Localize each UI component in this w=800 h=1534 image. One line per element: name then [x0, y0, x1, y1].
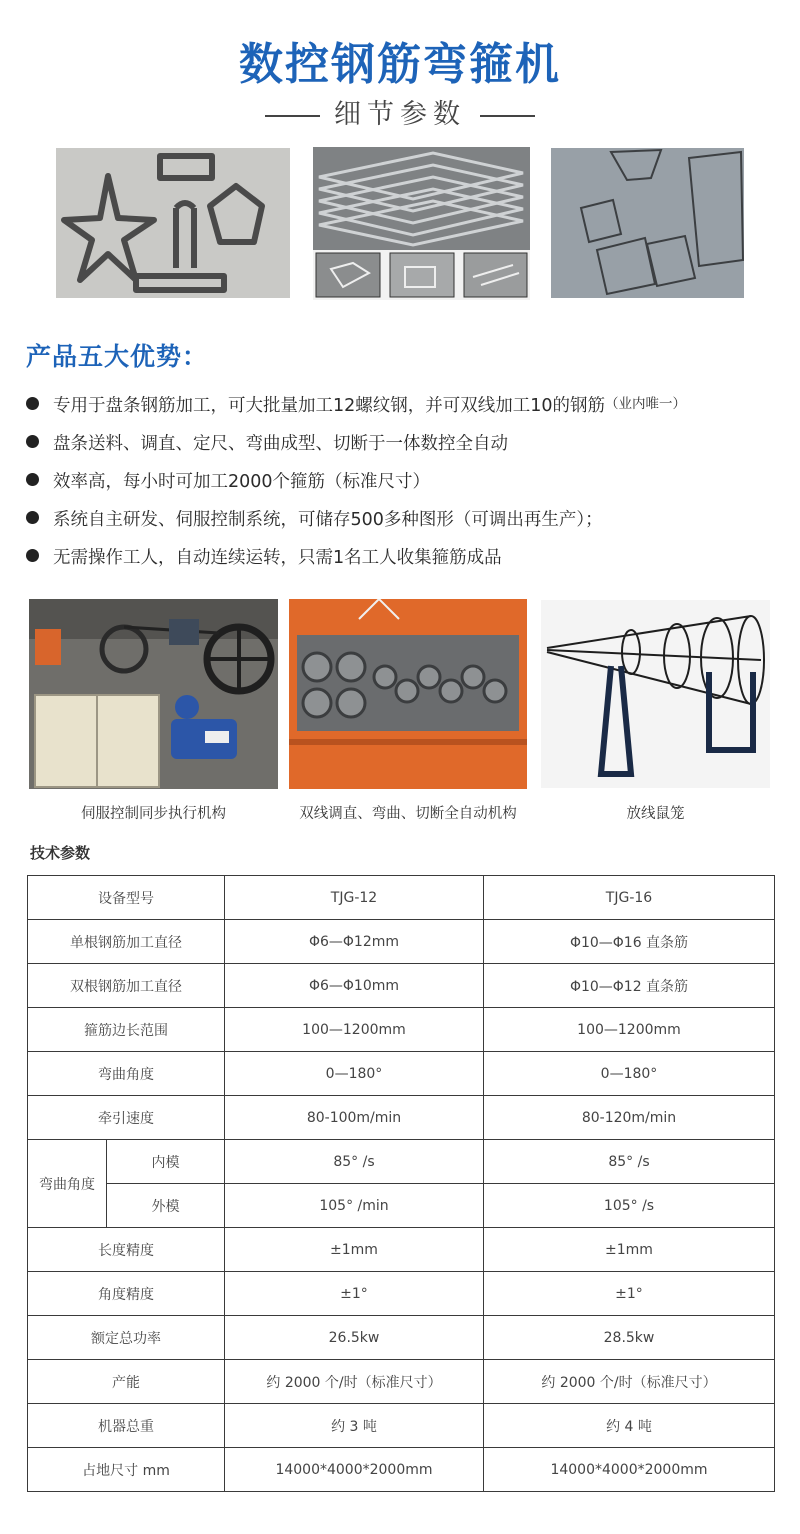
tech-params-label: 技术参数	[30, 844, 91, 862]
model-tjg12: TJG-12	[225, 876, 484, 920]
advantage-item	[26, 544, 786, 582]
param-value: 105° /s	[484, 1184, 775, 1228]
param-subname: 内模	[107, 1140, 225, 1184]
param-name: 牵引速度	[28, 1096, 225, 1140]
model-tjg16: TJG-16	[484, 876, 775, 920]
param-value: 100—1200mm	[484, 1008, 775, 1052]
param-value: 28.5kw	[484, 1316, 775, 1360]
rebar-shapes-photo	[56, 148, 290, 298]
table-row	[28, 1404, 775, 1448]
subtitle-text: 细节参数	[334, 99, 466, 130]
advantages-title: 产品五大优势：	[26, 342, 209, 371]
param-value: Φ6—Φ10mm	[225, 964, 484, 1008]
table-row	[28, 1184, 775, 1228]
table-row	[28, 1096, 775, 1140]
table-row	[28, 1316, 775, 1360]
advantages-list	[26, 392, 786, 582]
photo-caption: 双线调直、弯曲、切断全自动机构	[299, 806, 517, 822]
param-value: 0—180°	[225, 1052, 484, 1096]
param-subname: 外模	[107, 1184, 225, 1228]
bullet-dot-icon	[26, 549, 39, 562]
table-row	[28, 1448, 775, 1492]
table-row	[28, 1272, 775, 1316]
photo-caption: 伺服控制同步执行机构	[81, 806, 226, 822]
advantage-text: 系统自主研发、伺服控制系统，可储存500多种图形（可调出再生产）；	[53, 510, 603, 530]
page-title: 数控钢筋弯箍机	[239, 39, 561, 90]
param-value: ±1°	[484, 1272, 775, 1316]
param-value: 约 2000 个/时（标准尺寸）	[484, 1360, 775, 1404]
tech-params-table	[27, 875, 775, 1492]
param-value: Φ10—Φ16 直条筋	[484, 920, 775, 964]
table-row	[28, 964, 775, 1008]
bullet-dot-icon	[26, 397, 39, 410]
param-name: 产能	[28, 1360, 225, 1404]
param-value: ±1°	[225, 1272, 484, 1316]
table-row	[28, 1228, 775, 1272]
param-value: 105° /min	[225, 1184, 484, 1228]
table-row	[28, 1008, 775, 1052]
param-value: 26.5kw	[225, 1316, 484, 1360]
photo-caption: 放线鼠笼	[626, 806, 685, 822]
param-value: 约 3 吨	[225, 1404, 484, 1448]
servo-mechanism-photo	[29, 599, 278, 789]
stirrup-stack-photo	[313, 147, 530, 300]
square-stirrups-photo	[551, 148, 744, 298]
table-row	[28, 1360, 775, 1404]
param-name: 箍筋边长范围	[28, 1008, 225, 1052]
param-value: 0—180°	[484, 1052, 775, 1096]
param-value: 85° /s	[225, 1140, 484, 1184]
param-value: 14000*4000*2000mm	[225, 1448, 484, 1492]
section-subtitle	[0, 92, 800, 131]
bullet-dot-icon	[26, 473, 39, 486]
param-value: 14000*4000*2000mm	[484, 1448, 775, 1492]
param-name: 单根钢筋加工直径	[28, 920, 225, 964]
param-name: 角度精度	[28, 1272, 225, 1316]
param-group-name: 弯曲角度	[28, 1140, 107, 1228]
subtitle-left-rule	[265, 115, 320, 117]
bullet-dot-icon	[26, 435, 39, 448]
param-name: 长度精度	[28, 1228, 225, 1272]
param-value: 约 2000 个/时（标准尺寸）	[225, 1360, 484, 1404]
param-name: 设备型号	[28, 876, 225, 920]
advantage-text: 效率高，每小时可加工2000个箍筋（标准尺寸）	[53, 472, 431, 492]
advantage-text: 无需操作工人，自动连续运转，只需1名工人收集箍筋成品	[53, 548, 502, 568]
advantage-item	[26, 392, 786, 430]
param-value: Φ10—Φ12 直条筋	[484, 964, 775, 1008]
advantage-note: （业内唯一）	[605, 396, 687, 412]
param-name: 弯曲角度	[28, 1052, 225, 1096]
param-value: 100—1200mm	[225, 1008, 484, 1052]
advantage-text: 盘条送料、调直、定尺、弯曲成型、切断于一体数控全自动	[53, 434, 508, 454]
table-row	[28, 1052, 775, 1096]
param-value: 约 4 吨	[484, 1404, 775, 1448]
table-row	[28, 920, 775, 964]
param-value: 85° /s	[484, 1140, 775, 1184]
bullet-dot-icon	[26, 511, 39, 524]
param-value: ±1mm	[225, 1228, 484, 1272]
advantage-text: 专用于盘条钢筋加工，可大批量加工12螺纹钢，并可双线加工10的钢筋	[53, 396, 606, 416]
advantage-item	[26, 430, 786, 468]
advantage-item	[26, 468, 786, 506]
param-value: ±1mm	[484, 1228, 775, 1272]
param-name: 机器总重	[28, 1404, 225, 1448]
table-row	[28, 1140, 775, 1184]
advantage-item	[26, 506, 786, 544]
param-name: 额定总功率	[28, 1316, 225, 1360]
straightening-unit-photo	[289, 599, 527, 789]
subtitle-right-rule	[480, 115, 535, 117]
param-name: 占地尺寸 mm	[28, 1448, 225, 1492]
payoff-cage-photo	[541, 600, 770, 788]
param-value: Φ6—Φ12mm	[225, 920, 484, 964]
param-value: 80-100m/min	[225, 1096, 484, 1140]
param-name: 双根钢筋加工直径	[28, 964, 225, 1008]
param-value: 80-120m/min	[484, 1096, 775, 1140]
table-header-row	[28, 876, 775, 920]
